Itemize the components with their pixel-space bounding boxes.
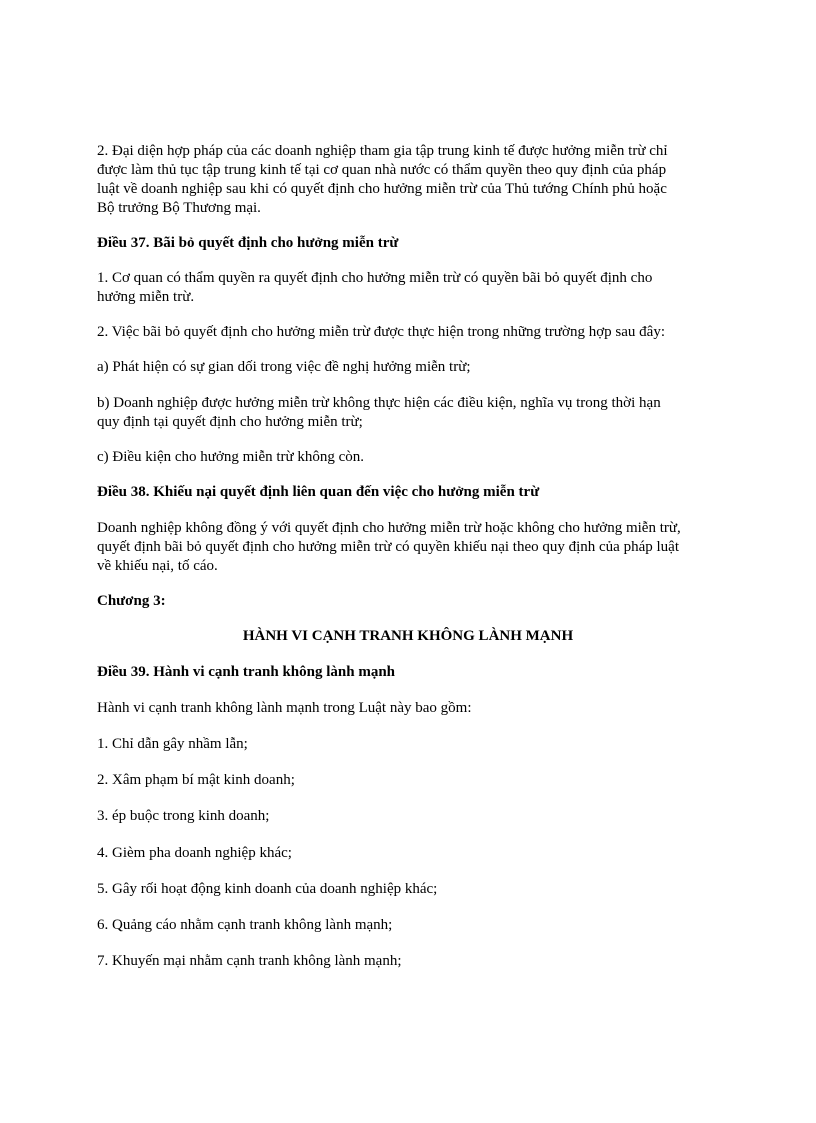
article-37-point-c: c) Điều kiện cho hưởng miễn trừ không còn. bbox=[97, 449, 365, 465]
article-37-clause-1-line: hưởng miễn trừ. bbox=[97, 289, 195, 305]
list-item: 7. Khuyến mại nhằm cạnh tranh không lành mạnh; bbox=[97, 953, 402, 969]
article-37-heading: Điều 37. Bãi bỏ quyết định cho hưởng miễn trừ bbox=[97, 235, 399, 251]
list-item: 4. Gièm pha doanh nghiệp khác; bbox=[97, 845, 292, 861]
list-item: 3. ép buộc trong kinh doanh; bbox=[97, 808, 270, 824]
list-item: 1. Chỉ dẫn gây nhầm lẫn; bbox=[97, 736, 248, 752]
article-37-point-b-line: b) Doanh nghiệp được hưởng miễn trừ không thực hiện các điều kiện, nghĩa vụ trong thời hạn bbox=[97, 395, 661, 411]
list-item: 6. Quảng cáo nhằm cạnh tranh không lành mạnh; bbox=[97, 917, 393, 933]
paragraph-line: Bộ trưởng Bộ Thương mại. bbox=[97, 200, 261, 216]
article-38-body-line: quyết định bãi bỏ quyết định cho hưởng miễn trừ có quyền khiếu nại theo quy định của pháp luật bbox=[97, 539, 679, 555]
list-item: 2. Xâm phạm bí mật kinh doanh; bbox=[97, 772, 295, 788]
list-item: 5. Gây rối hoạt động kinh doanh của doanh nghiệp khác; bbox=[97, 881, 438, 897]
article-37-clause-1-line: 1. Cơ quan có thẩm quyền ra quyết định cho hưởng miễn trừ có quyền bãi bỏ quyết định cho bbox=[97, 270, 653, 286]
chapter-label: Chương 3: bbox=[97, 593, 166, 609]
article-38-heading: Điều 38. Khiếu nại quyết định liên quan đến việc cho hưởng miễn trừ bbox=[97, 484, 540, 500]
article-37-clause-2: 2. Việc bãi bỏ quyết định cho hưởng miễn trừ được thực hiện trong những trường hợp sau đây: bbox=[97, 324, 665, 340]
paragraph-line: luật về doanh nghiệp sau khi có quyết định cho hưởng miễn trừ của Thủ tướng Chính phủ hoặc bbox=[97, 181, 667, 197]
article-38-body-line: Doanh nghiệp không đồng ý với quyết định cho hưởng miễn trừ hoặc không cho hưởng miễn trừ, bbox=[97, 520, 681, 536]
chapter-title: HÀNH VI CẠNH TRANH KHÔNG LÀNH MẠNH bbox=[242, 628, 574, 644]
article-37-point-b-line: quy định tại quyết định cho hưởng miễn trừ; bbox=[97, 414, 363, 430]
article-39-intro: Hành vi cạnh tranh không lành mạnh trong Luật này bao gồm: bbox=[97, 700, 472, 716]
paragraph-line: được làm thủ tục tập trung kinh tế tại cơ quan nhà nước có thẩm quyền theo quy định của pháp bbox=[97, 162, 667, 178]
article-37-point-a: a) Phát hiện có sự gian dối trong việc đề nghị hưởng miễn trừ; bbox=[97, 359, 471, 375]
article-38-body-line: về khiếu nại, tố cáo. bbox=[97, 558, 218, 574]
paragraph-line: 2. Đại diện hợp pháp của các doanh nghiệp tham gia tập trung kinh tế được hưởng miễn trừ chỉ bbox=[97, 143, 668, 159]
article-39-heading: Điều 39. Hành vi cạnh tranh không lành mạnh bbox=[97, 664, 396, 680]
